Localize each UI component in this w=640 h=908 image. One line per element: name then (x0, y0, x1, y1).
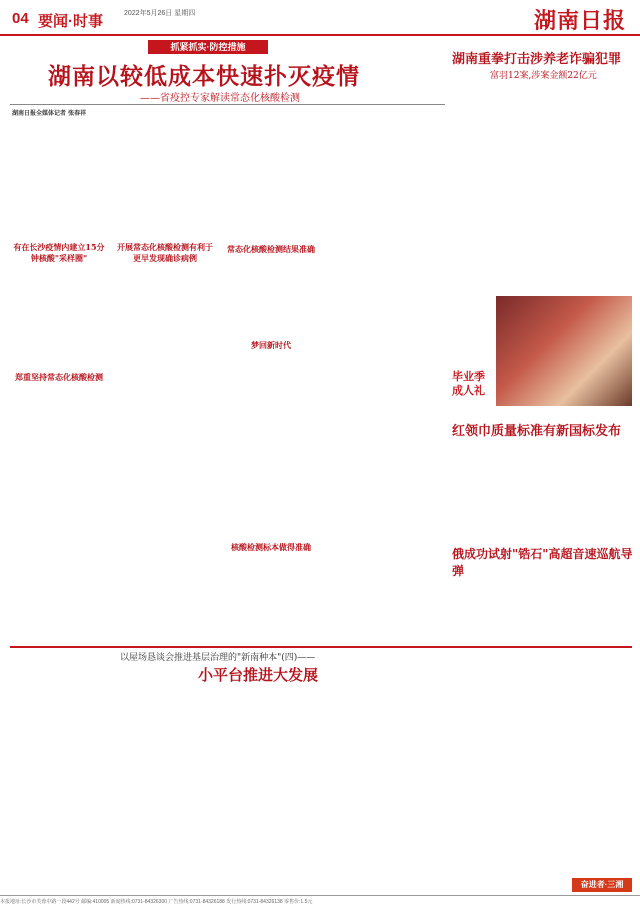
article-column (116, 110, 214, 240)
lead-headline: 湖南以较低成本快速扑灭疫情 (48, 63, 360, 90)
section-number: 04 (12, 10, 29, 27)
subhead: 有在长沙疫情内建立15分钟核酸"采样圈" (13, 242, 105, 263)
corner-tag: 奋进者·三湘 (572, 878, 632, 892)
topic-banner: 抓紧抓实·防控措施 (148, 40, 268, 54)
subhead: 常态化核酸检测结果准确 (227, 244, 315, 254)
article-column (452, 564, 632, 644)
article-column (452, 440, 632, 540)
article-column (222, 110, 320, 240)
article-column (10, 120, 108, 240)
article-column (452, 84, 632, 294)
subhead: 梦回新时代 (251, 340, 291, 350)
subhead: 开展常态化核酸检测有利于更早发现确诊病例 (117, 242, 213, 263)
bottom-headline: 小平台推进大发展 (198, 666, 319, 684)
article-column (484, 684, 632, 874)
article-column (10, 684, 160, 874)
divider (10, 646, 632, 648)
article-column (10, 270, 108, 370)
graduation-photo (496, 296, 632, 406)
right-headline: 湖南重拳打击涉养老诈骗犯罪 (452, 52, 622, 67)
divider (10, 104, 445, 105)
right-headline-3: 俄成功试射"锆石"高超音速巡航导弹 (452, 547, 633, 578)
page-footer: 本报地址:长沙市芙蓉中路一段442号 邮编:410005 新闻热线:0731-84326300 广告热线:0731-84326188 发行热线:0731-84326138 零售价:1.5元 (0, 895, 640, 908)
masthead-logo: 湖南日报 (533, 8, 626, 34)
article-column (326, 684, 476, 874)
article-column (116, 270, 214, 370)
byline: 湖南日报全媒体记者 张春祥 (12, 110, 87, 117)
subhead: 核酸检测标本做得准确 (231, 542, 311, 552)
right-subtitle: 富羽12案,涉案金额22亿元 (490, 71, 597, 81)
date-line: 2022年5月26日 星期四 (124, 10, 196, 17)
series-banner: 以屋场恳谈会推进基层治理的"新南种本"(四)—— (120, 653, 316, 663)
subhead: 郑重坚持常态化核酸检测 (15, 372, 103, 382)
article-column (168, 684, 318, 874)
photo-caption: 毕业季 成人礼 (452, 370, 485, 397)
section-name: 要闻·时事 (38, 13, 103, 30)
lead-subtitle: ——省疫控专家解读常态化核酸检测 (140, 93, 300, 104)
right-headline-2: 红领巾质量标准有新国标发布 (452, 424, 622, 439)
article-column (328, 110, 443, 260)
